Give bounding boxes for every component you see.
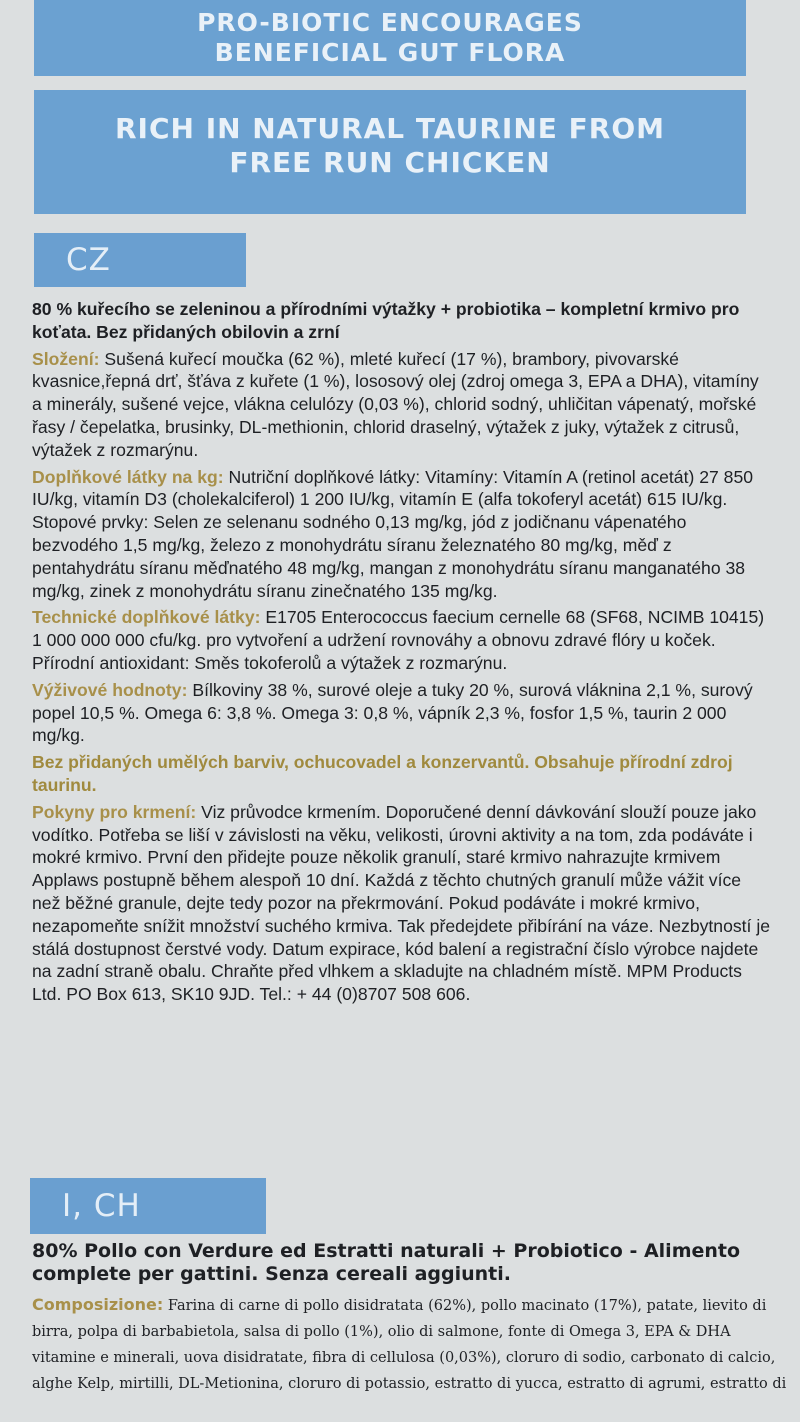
composition-label: Složení: bbox=[32, 348, 100, 369]
nutrition-text: Bílkoviny 38 %, surové oleje a tuky 20 %, surová vláknina 2,1 %, surový popel 10,5 %. Omega 6: 3,8 %. Omega 3: 0,8 %, vápník 2,3 %, fosfor 1,5 %, taurin 2 000 mg/kg. bbox=[32, 679, 753, 746]
no-artificial-note: Bez přidaných umělých barviv, ochucovadel a konzervantů. Obsahuje přírodní zdroj taurinu. bbox=[32, 752, 733, 795]
composition-paragraph-it bbox=[32, 1292, 792, 1397]
composition-text: Sušená kuřecí moučka (62 %), mleté kuřecí (17 %), brambory, pivovarské kvasnice,řepná drť, šťáva z kuřete (1 %), lososový olej (zdroj omega 3, EPA a DHA), vitamíny a minerály, sušené vejce, vlákna celulózy (0,03 %), chlorid sodný, uhličitan vápenatý, mořské řasy / čepelatka, brusinky, DL-methionin, chlorid draselný, výtažek z juky, výtažek z citrusů, výtažek z rozmarýnu. bbox=[32, 348, 759, 460]
banner-line: PRO-BIOTIC ENCOURAGES bbox=[197, 8, 583, 37]
banner-line: RICH IN NATURAL TAURINE FROM bbox=[114, 112, 665, 145]
product-title-it: 80% Pollo con Verdure ed Estratti naturali + Probiotico - Alimento complete per gattini. Senza cereali aggiunti. bbox=[32, 1240, 741, 1285]
banner-line: BENEFICIAL GUT FLORA bbox=[214, 38, 566, 67]
language-tab-cz: CZ bbox=[34, 233, 246, 287]
czech-section bbox=[32, 298, 772, 1010]
composition-label-it: Composizione: bbox=[32, 1295, 164, 1314]
nutrition-label: Výživové hodnoty: bbox=[32, 679, 188, 700]
additives-text: Nutriční doplňkové látky: Vitamíny: Vitamín A (retinol acetát) 27 850 IU/kg, vitamín D3 (cholekalciferol) 1 200 IU/kg, vitamín E (alfa tokoferyl acetát) 615 IU/kg. Stopové prvky: Selen ze selenanu sodného 0,13 mg/kg, jód z jodičnanu vápenatého bezvodého 1,5 mg/kg, železo z monohydrátu síranu železnatého 80 mg/kg, měď z pentahydrátu síranu měďnatého 48 mg/kg, mangan z monohydrátu síranu manganatého 38 mg/kg, zinek z monohydrátu síranu zinečnatého 135 mg/kg. bbox=[32, 466, 754, 601]
additives-label: Doplňkové látky na kg: bbox=[32, 466, 224, 487]
product-title: 80 % kuřecího se zeleninou a přírodními výtažky + probiotika – kompletní krmivo pro koťata. Bez přidaných obilovin a zrní bbox=[32, 299, 740, 342]
composition-paragraph bbox=[32, 348, 772, 462]
feeding-text: Viz průvodce krmením. Doporučené denní dávkování slouží pouze jako vodítko. Potřeba se liší v závislosti na věku, velikosti, úrovni aktivity a na tom, zda podáváte i mokré krmivo. První den přidejte pouze několik granulí, staré krmivo nahrazujte krmivem Applaws postupně během alespoň 10 dní. Každá z těchto chutných granulí může vážit více než běžné granule, dejte tedy pozor na překrmování. Pokud podáváte i mokré krmivo, nezapomeňte snížit množství suchého krmiva. Tak předejdete přibírání na váze. Nezbytností je stálá dostupnost čerstvé vody. Datum expirace, kód balení a registrační číslo výrobce najdete na zadní straně obalu. Chraňte před vlhkem a skladujte na chladném místě. MPM Products Ltd. PO Box 613, SK10 9JD. Tel.: + 44 (0)8707 508 606. bbox=[32, 801, 771, 1005]
language-tab-ich: I, CH bbox=[30, 1178, 266, 1234]
composition-text-it: Farina di carne di pollo disidratata (62%), pollo macinato (17%), patate, lievito di birra, polpa di barbabietola, salsa di pollo (1%), olio di salmone, fonte di Omega 3, EPA & DHA vitamine e minerali, uova disidratate, fibra di cellulosa (0,03%), cloruro di sodio, carbonato di calcio, alghe Kelp, mirtilli, DL-Metionina, cloruro di potassio, estratto di yucca, estratto di agrumi, estratto di bbox=[32, 1298, 787, 1392]
technical-label: Technické doplňkové látky: bbox=[32, 607, 261, 628]
nutrition-paragraph bbox=[32, 679, 772, 747]
additives-paragraph bbox=[32, 466, 772, 603]
probiotic-banner bbox=[34, 0, 746, 76]
feeding-label: Pokyny pro krmení: bbox=[32, 801, 197, 822]
technical-paragraph bbox=[32, 606, 772, 674]
banner-line: FREE RUN CHICKEN bbox=[229, 146, 551, 179]
feeding-paragraph bbox=[32, 801, 772, 1006]
technical-text: E1705 Enterococcus faecium cernelle 68 (SF68, NCIMB 10415) 1 000 000 000 cfu/kg. pro vytvoření a udržení rovnováhy a obnovu zdravé flóry u koček. Přírodní antioxidant: Směs tokoferolů a výtažek z rozmarýnu. bbox=[32, 607, 765, 673]
taurine-banner bbox=[34, 90, 746, 214]
italian-section bbox=[32, 1240, 792, 1397]
